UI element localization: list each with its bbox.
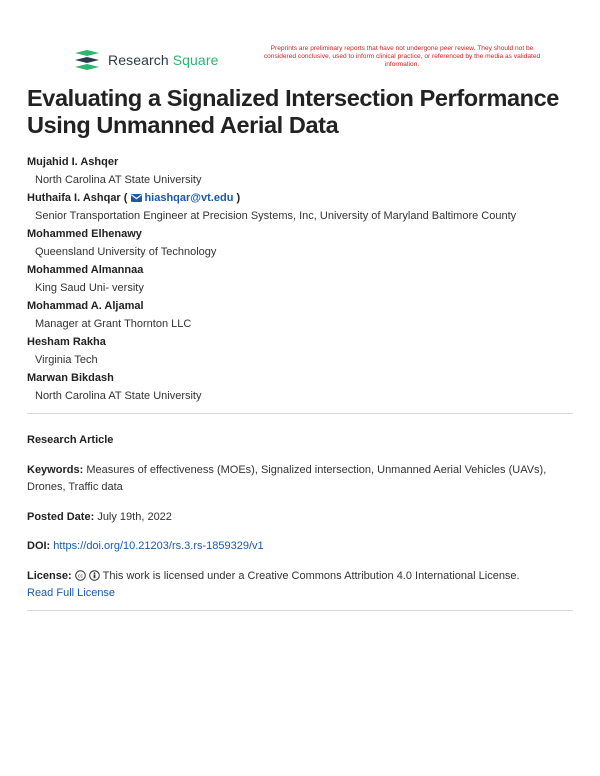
logo-word-research: Research [108,52,169,68]
author-affiliation: Senior Transportation Engineer at Precision Systems, Inc, University of Maryland Baltimore County [35,210,517,222]
svg-text:cc: cc [77,573,83,580]
author-name: Marwan Bikdash [27,372,114,384]
keywords-text: Measures of effectiveness (MOEs), Signalized intersection, Unmanned Aerial Vehicles (UAVs), Drones, Traffic data [27,464,547,493]
author-affiliation: North Carolina AT State University [35,174,202,186]
research-square-logo[interactable] [74,48,218,72]
doi-link[interactable]: https://doi.org/10.21203/rs.3.rs-1859329/v1 [53,540,264,552]
author-affiliation: Virginia Tech [35,354,98,366]
logo-text [108,52,218,68]
author-name-corresponding: Huthaifa I. Ashqar ( hiashqar@vt.edu ) [27,192,241,204]
attribution-icon [89,570,100,581]
license [27,568,575,602]
logo-word-square: Square [172,52,219,68]
preprint-disclaimer: Preprints are preliminary reports that have not undergone peer review. They should not be considered conclusive, used to inform clinical practice, or referenced by the media as validated information. [263,45,541,69]
read-full-license-link[interactable]: Read Full License [27,587,116,599]
author-name: Mohammed Elhenawy [27,228,142,240]
keywords-label: Keywords: [27,464,84,476]
divider [27,413,573,414]
author-name: Hesham Rakha [27,336,106,348]
author-affiliation: Manager at Grant Thornton LLC [35,318,192,330]
license-text: This work is licensed under a Creative Commons Attribution 4.0 International License. [102,570,520,582]
keywords [27,462,575,496]
posted-date-label: Posted Date: [27,511,95,523]
license-label: License: [27,570,72,582]
research-square-logo-icon [74,50,100,70]
divider [27,610,573,611]
author-name: Mohammed Almannaa [27,264,144,276]
author-list [27,153,587,405]
paper-title: Evaluating a Signalized Intersection Performance Using Unmanned Aerial Data [27,85,559,138]
author-affiliation: Queensland University of Technology [35,246,217,258]
doi-label: DOI: [27,540,51,552]
creative-commons-icon [75,570,86,581]
mail-icon [131,194,142,202]
doi [27,538,575,555]
posted-date [27,509,575,526]
article-type: Research Article [27,434,114,446]
author-name: Mohammad A. Aljamal [27,300,144,312]
posted-date-value: July 19th, 2022 [97,511,172,523]
author-affiliation: North Carolina AT State University [35,390,202,402]
email-link[interactable]: hiashqar@vt.edu [144,192,234,204]
author-name-text: Huthaifa I. Ashqar [27,192,121,204]
author-affiliation: King Saud Uni- versity [35,282,144,294]
author-name: Mujahid I. Ashqer [27,156,119,168]
